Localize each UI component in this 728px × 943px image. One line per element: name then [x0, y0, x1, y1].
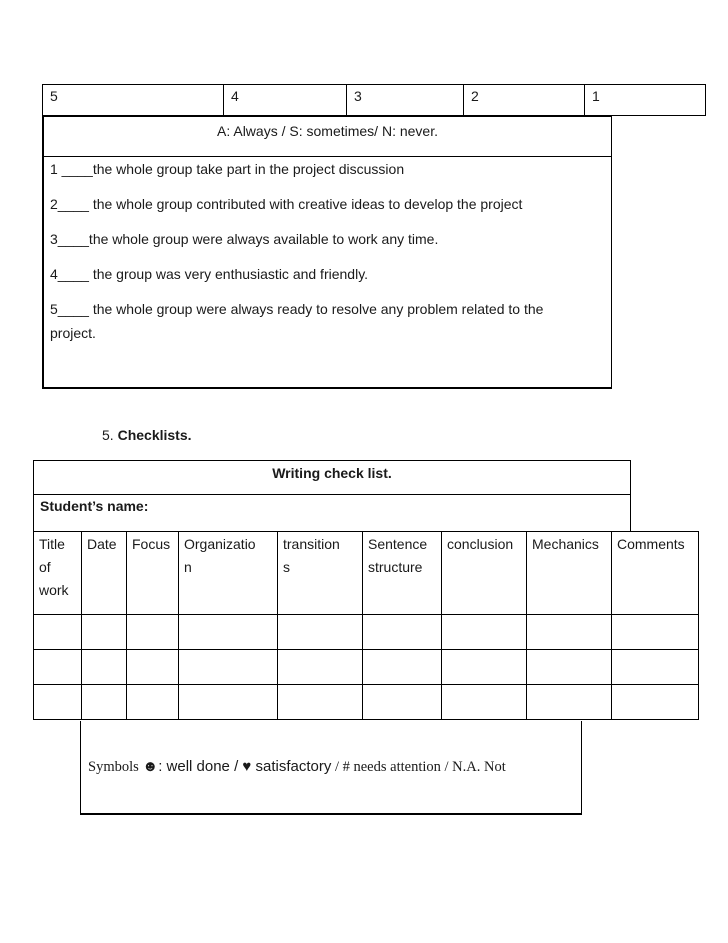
- col-focus: Focus: [127, 532, 179, 615]
- table-row: [34, 615, 699, 650]
- col-organization: Organizatio n: [179, 532, 278, 615]
- student-name-label: Student’s name:: [33, 494, 631, 532]
- section-number: 5.: [102, 427, 114, 443]
- scale-cell-5: 5: [42, 84, 223, 116]
- smiley-icon: ☻: [142, 758, 159, 775]
- col-mechanics: Mechanics: [527, 532, 612, 615]
- rubric-item-4: 4____ the group was very enthusiastic and friendly.: [50, 266, 369, 282]
- col-sentence-structure: Sentence structure: [363, 532, 442, 615]
- scale-cell-4: 4: [223, 84, 346, 116]
- section-heading: [102, 427, 192, 443]
- table-row: [34, 650, 699, 685]
- checklist-table: [33, 531, 699, 720]
- rubric-item-3: 3____the whole group were always available to work any time.: [50, 231, 439, 247]
- rubric-item-5-continued: project.: [50, 325, 96, 341]
- rubric-item-5: 5____ the whole group were always ready to resolve any problem related to the: [50, 301, 544, 317]
- table-row: [34, 685, 699, 720]
- rubric-item-2: 2____ the whole group contributed with creative ideas to develop the project: [50, 196, 523, 212]
- rubric-legend: A: Always / S: sometimes/ N: never.: [44, 117, 611, 157]
- heart-icon: ♥: [242, 758, 252, 775]
- scale-cell-2: 2: [463, 84, 584, 116]
- col-comments: Comments: [612, 532, 699, 615]
- col-transitions: transition s: [278, 532, 363, 615]
- symbols-legend: Symbols ☻: well done / ♥ satisfactory / # needs attention / N.A. Not: [88, 758, 506, 775]
- rubric-item-1: 1 ____the whole group take part in the project discussion: [50, 161, 405, 177]
- rubric-box: [42, 116, 612, 389]
- header-row: [34, 532, 699, 615]
- symbols-box: [80, 721, 582, 815]
- scale-cell-3: 3: [346, 84, 463, 116]
- col-date: Date: [82, 532, 127, 615]
- col-conclusion: conclusion: [442, 532, 527, 615]
- checklist-title: Writing check list.: [33, 460, 631, 495]
- scale-cell-1: 1: [584, 84, 706, 116]
- section-title: Checklists.: [117, 427, 192, 443]
- col-title-of-work: Title of work: [34, 532, 82, 615]
